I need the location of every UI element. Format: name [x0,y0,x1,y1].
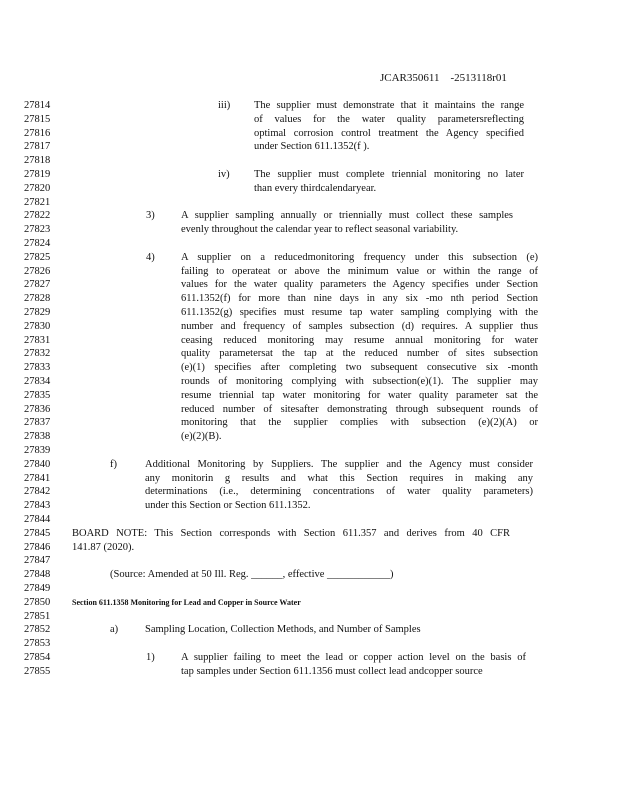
section-heading: Section 611.1358 Monitoring for Lead and Copper in Source Water [72,597,301,607]
item-iii-text: of values for the water quality parametersreflecting [254,113,524,125]
item-iii-text: optimal corrosion control treatment the Agency specified [254,127,524,139]
paragraph-4-text: 611.1352(g) specifies must resume tap water sampling complying with the [181,307,538,318]
line-number: 27845 [24,527,51,539]
line-number: 27820 [24,182,51,194]
paragraph-4-text: values for the water quality parameters the Agency specifies under Section [181,279,538,291]
line-number: 27837 [24,417,51,429]
line-number: 27835 [24,389,51,401]
item-iv-text: The supplier must complete triennial monitoring no later [254,169,524,180]
line-number: 27833 [24,362,51,374]
paragraph-4-text: rounds of monitoring complying with subsection(e)(1). The supplier may [181,376,538,387]
subsection-f-text: determinations (i.e., determining concentrations of water quality parameters) [145,486,533,498]
line-number: 27854 [24,652,51,663]
subsection-f-text: under this Section or Section 611.1352. [145,500,311,512]
line-number: 27848 [24,569,51,581]
line-number: 27814 [24,100,51,111]
paragraph-3-text: evenly throughout the calendar year to reflect seasonal variability. [181,224,459,236]
paragraph-label-3: 3) [146,210,155,222]
line-number: 27831 [24,334,51,346]
line-number: 27850 [24,596,51,608]
item-iii-text: The supplier must demonstrate that it maintains the range [254,100,524,111]
line-number: 27834 [24,376,51,387]
line-number: 27843 [24,500,51,512]
line-number: 27821 [24,196,51,208]
line-number: 27844 [24,514,51,525]
line-number: 27827 [24,279,51,291]
paragraph-a1-text: A supplier failing to meet the lead or copper action level on the basis of [181,652,526,663]
item-iii-text: under Section 611.1352(f ). [254,141,370,153]
line-number: 27855 [24,665,51,677]
line-number: 27828 [24,293,51,305]
item-iv-text: than every thirdcalendaryear. [254,182,377,194]
line-number: 27823 [24,224,51,236]
line-number: 27841 [24,472,51,484]
subsection-f-text: Additional Monitoring by Suppliers. The supplier and the Agency must consider [145,458,533,470]
paragraph-4-text: number and frequency of samples subsection (d) requires. A supplier thus [181,320,538,332]
line-number: 27842 [24,486,51,498]
paragraph-4-text: ceasing reduced monitoring may resume annual monitoring for water [181,334,538,346]
line-number: 27818 [24,155,51,167]
line-number: 27826 [24,265,51,277]
line-number: 27822 [24,210,51,222]
line-number: 27819 [24,169,51,180]
paragraph-4-text: A supplier on a reducedmonitoring frequency under this subsection (e) [181,251,538,263]
paragraph-3-text: A supplier sampling annually or triennially must collect these samples [181,210,513,222]
paragraph-a1-text: tap samples under Section 611.1356 must collect lead andcopper source [181,665,483,677]
paragraph-4-text: (e)(1) specifies after completing two subsequent consecutive six -month [181,362,538,374]
line-number: 27851 [24,610,51,622]
line-number: 27817 [24,141,51,153]
subsection-a-heading: Sampling Location, Collection Methods, and Number of Samples [145,624,421,636]
subsection-label-a: a) [110,624,119,636]
paragraph-4-text: 611.1352(f) for more than nine days in any six -mo nth period Section [181,293,538,305]
line-number: 27838 [24,431,51,443]
paragraph-label-4: 4) [146,251,155,263]
board-note: BOARD NOTE: This Section corresponds with Section 611.357 and derives from 40 CFR [72,527,510,539]
paragraph-label-a1: 1) [146,652,155,663]
subsection-f-text: any monitorin g results and what this Section requires in making any [145,472,533,484]
item-label-iii: iii) [218,100,231,111]
line-number: 27840 [24,458,51,470]
line-number: 27830 [24,320,51,332]
paragraph-4-text: failing to operateat or above the minimum value or within the range of [181,265,538,277]
paragraph-4-text: (e)(2)(B). [181,431,222,443]
paragraph-4-text: resume triennial tap water monitoring for water quality parameter sat the [181,389,538,401]
line-number: 27832 [24,348,51,360]
paragraph-4-text: reduced number of sitesafter demonstrating through subsequent rounds of [181,403,538,415]
subsection-label-f: f) [110,458,117,470]
running-header: JCAR350611 -2513118r01 [380,72,507,84]
line-number: 27852 [24,624,51,636]
line-number: 27824 [24,238,51,249]
line-number: 27836 [24,403,51,415]
item-label-iv: iv) [218,169,230,180]
line-number: 27815 [24,113,51,125]
board-note: 141.87 (2020). [72,541,135,553]
line-number: 27849 [24,583,51,594]
line-number: 27829 [24,307,51,318]
line-number: 27853 [24,638,51,650]
line-number: 27816 [24,127,51,139]
line-number: 27846 [24,541,51,553]
line-number: 27847 [24,555,51,567]
paragraph-4-text: quality parametersat the tap at the reduced number of sites subsection [181,348,538,360]
line-number: 27825 [24,251,51,263]
line-number: 27839 [24,445,51,456]
paragraph-4-text: monitoring that the supplier complies with subsection (e)(2)(A) or [181,417,538,429]
source-line: (Source: Amended at 50 Ill. Reg. ______, effective ____________) [110,569,394,581]
